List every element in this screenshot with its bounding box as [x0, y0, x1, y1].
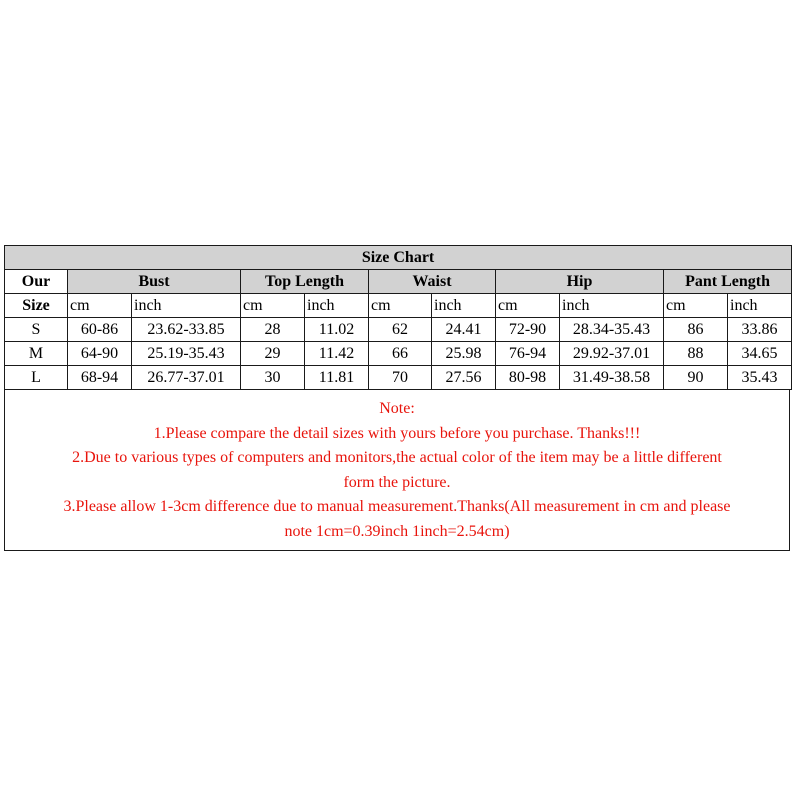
- unit-label: cm: [241, 294, 305, 318]
- table-cell: 31.49-38.58: [560, 366, 664, 390]
- table-cell: 68-94: [68, 366, 132, 390]
- header-pant-length: Pant Length: [664, 270, 792, 294]
- table-cell: 76-94: [496, 342, 560, 366]
- title-row: [5, 246, 792, 270]
- table-cell: 90: [664, 366, 728, 390]
- unit-label: cm: [664, 294, 728, 318]
- table-cell: 11.81: [305, 366, 369, 390]
- table-cell: 26.77-37.01: [132, 366, 241, 390]
- table-cell: 72-90: [496, 318, 560, 342]
- header-bust: Bust: [68, 270, 241, 294]
- table-cell: 24.41: [432, 318, 496, 342]
- table-cell: 28: [241, 318, 305, 342]
- note-heading: Note:: [379, 400, 415, 417]
- unit-label: inch: [728, 294, 792, 318]
- unit-label: inch: [560, 294, 664, 318]
- our-size-header-bottom: Size: [5, 294, 68, 318]
- note-line-3: 3.Please allow 1-3cm difference due to manual measurement.Thanks(All measurement in cm and please: [63, 498, 731, 515]
- table-cell: 80-98: [496, 366, 560, 390]
- table-cell: 11.42: [305, 342, 369, 366]
- header-top-length: Top Length: [241, 270, 369, 294]
- note-line-2-continued: form the picture.: [343, 473, 451, 491]
- table-cell: 25.19-35.43: [132, 342, 241, 366]
- unit-label: cm: [496, 294, 560, 318]
- table-cell: 33.86: [728, 318, 792, 342]
- size-label: L: [5, 366, 68, 390]
- unit-label: cm: [369, 294, 432, 318]
- unit-label: inch: [432, 294, 496, 318]
- table-cell: 27.56: [432, 366, 496, 390]
- table-cell: 29: [241, 342, 305, 366]
- table-cell: 25.98: [432, 342, 496, 366]
- table-row: [5, 342, 792, 366]
- table-cell: 66: [369, 342, 432, 366]
- unit-header-row: [5, 294, 792, 318]
- unit-label: inch: [305, 294, 369, 318]
- table-cell: 29.92-37.01: [560, 342, 664, 366]
- table-row: [5, 366, 792, 390]
- group-header-row: [5, 270, 792, 294]
- table-cell: 34.65: [728, 342, 792, 366]
- table-cell: 62: [369, 318, 432, 342]
- note-box: [4, 390, 790, 551]
- table-cell: 35.43: [728, 366, 792, 390]
- unit-label: inch: [132, 294, 241, 318]
- size-label: S: [5, 318, 68, 342]
- note-line-2: 2.Due to various types of computers and monitors,the actual color of the item may be a little different: [72, 449, 722, 466]
- our-size-header-top: Our: [5, 270, 68, 294]
- size-chart: [4, 245, 791, 551]
- table-cell: 23.62-33.85: [132, 318, 241, 342]
- table-cell: 28.34-35.43: [560, 318, 664, 342]
- table-cell: 70: [369, 366, 432, 390]
- header-waist: Waist: [369, 270, 496, 294]
- table-row: [5, 318, 792, 342]
- note-line-3-continued: note 1cm=0.39inch 1inch=2.54cm): [284, 522, 510, 540]
- table-cell: 86: [664, 318, 728, 342]
- header-hip: Hip: [496, 270, 664, 294]
- size-chart-table: [4, 245, 792, 390]
- table-cell: 88: [664, 342, 728, 366]
- table-cell: 64-90: [68, 342, 132, 366]
- note-line-1: 1.Please compare the detail sizes with yours before you purchase. Thanks!!!: [153, 424, 641, 442]
- size-label: M: [5, 342, 68, 366]
- table-cell: 11.02: [305, 318, 369, 342]
- table-cell: 30: [241, 366, 305, 390]
- unit-label: cm: [68, 294, 132, 318]
- chart-title: Size Chart: [5, 246, 792, 270]
- table-cell: 60-86: [68, 318, 132, 342]
